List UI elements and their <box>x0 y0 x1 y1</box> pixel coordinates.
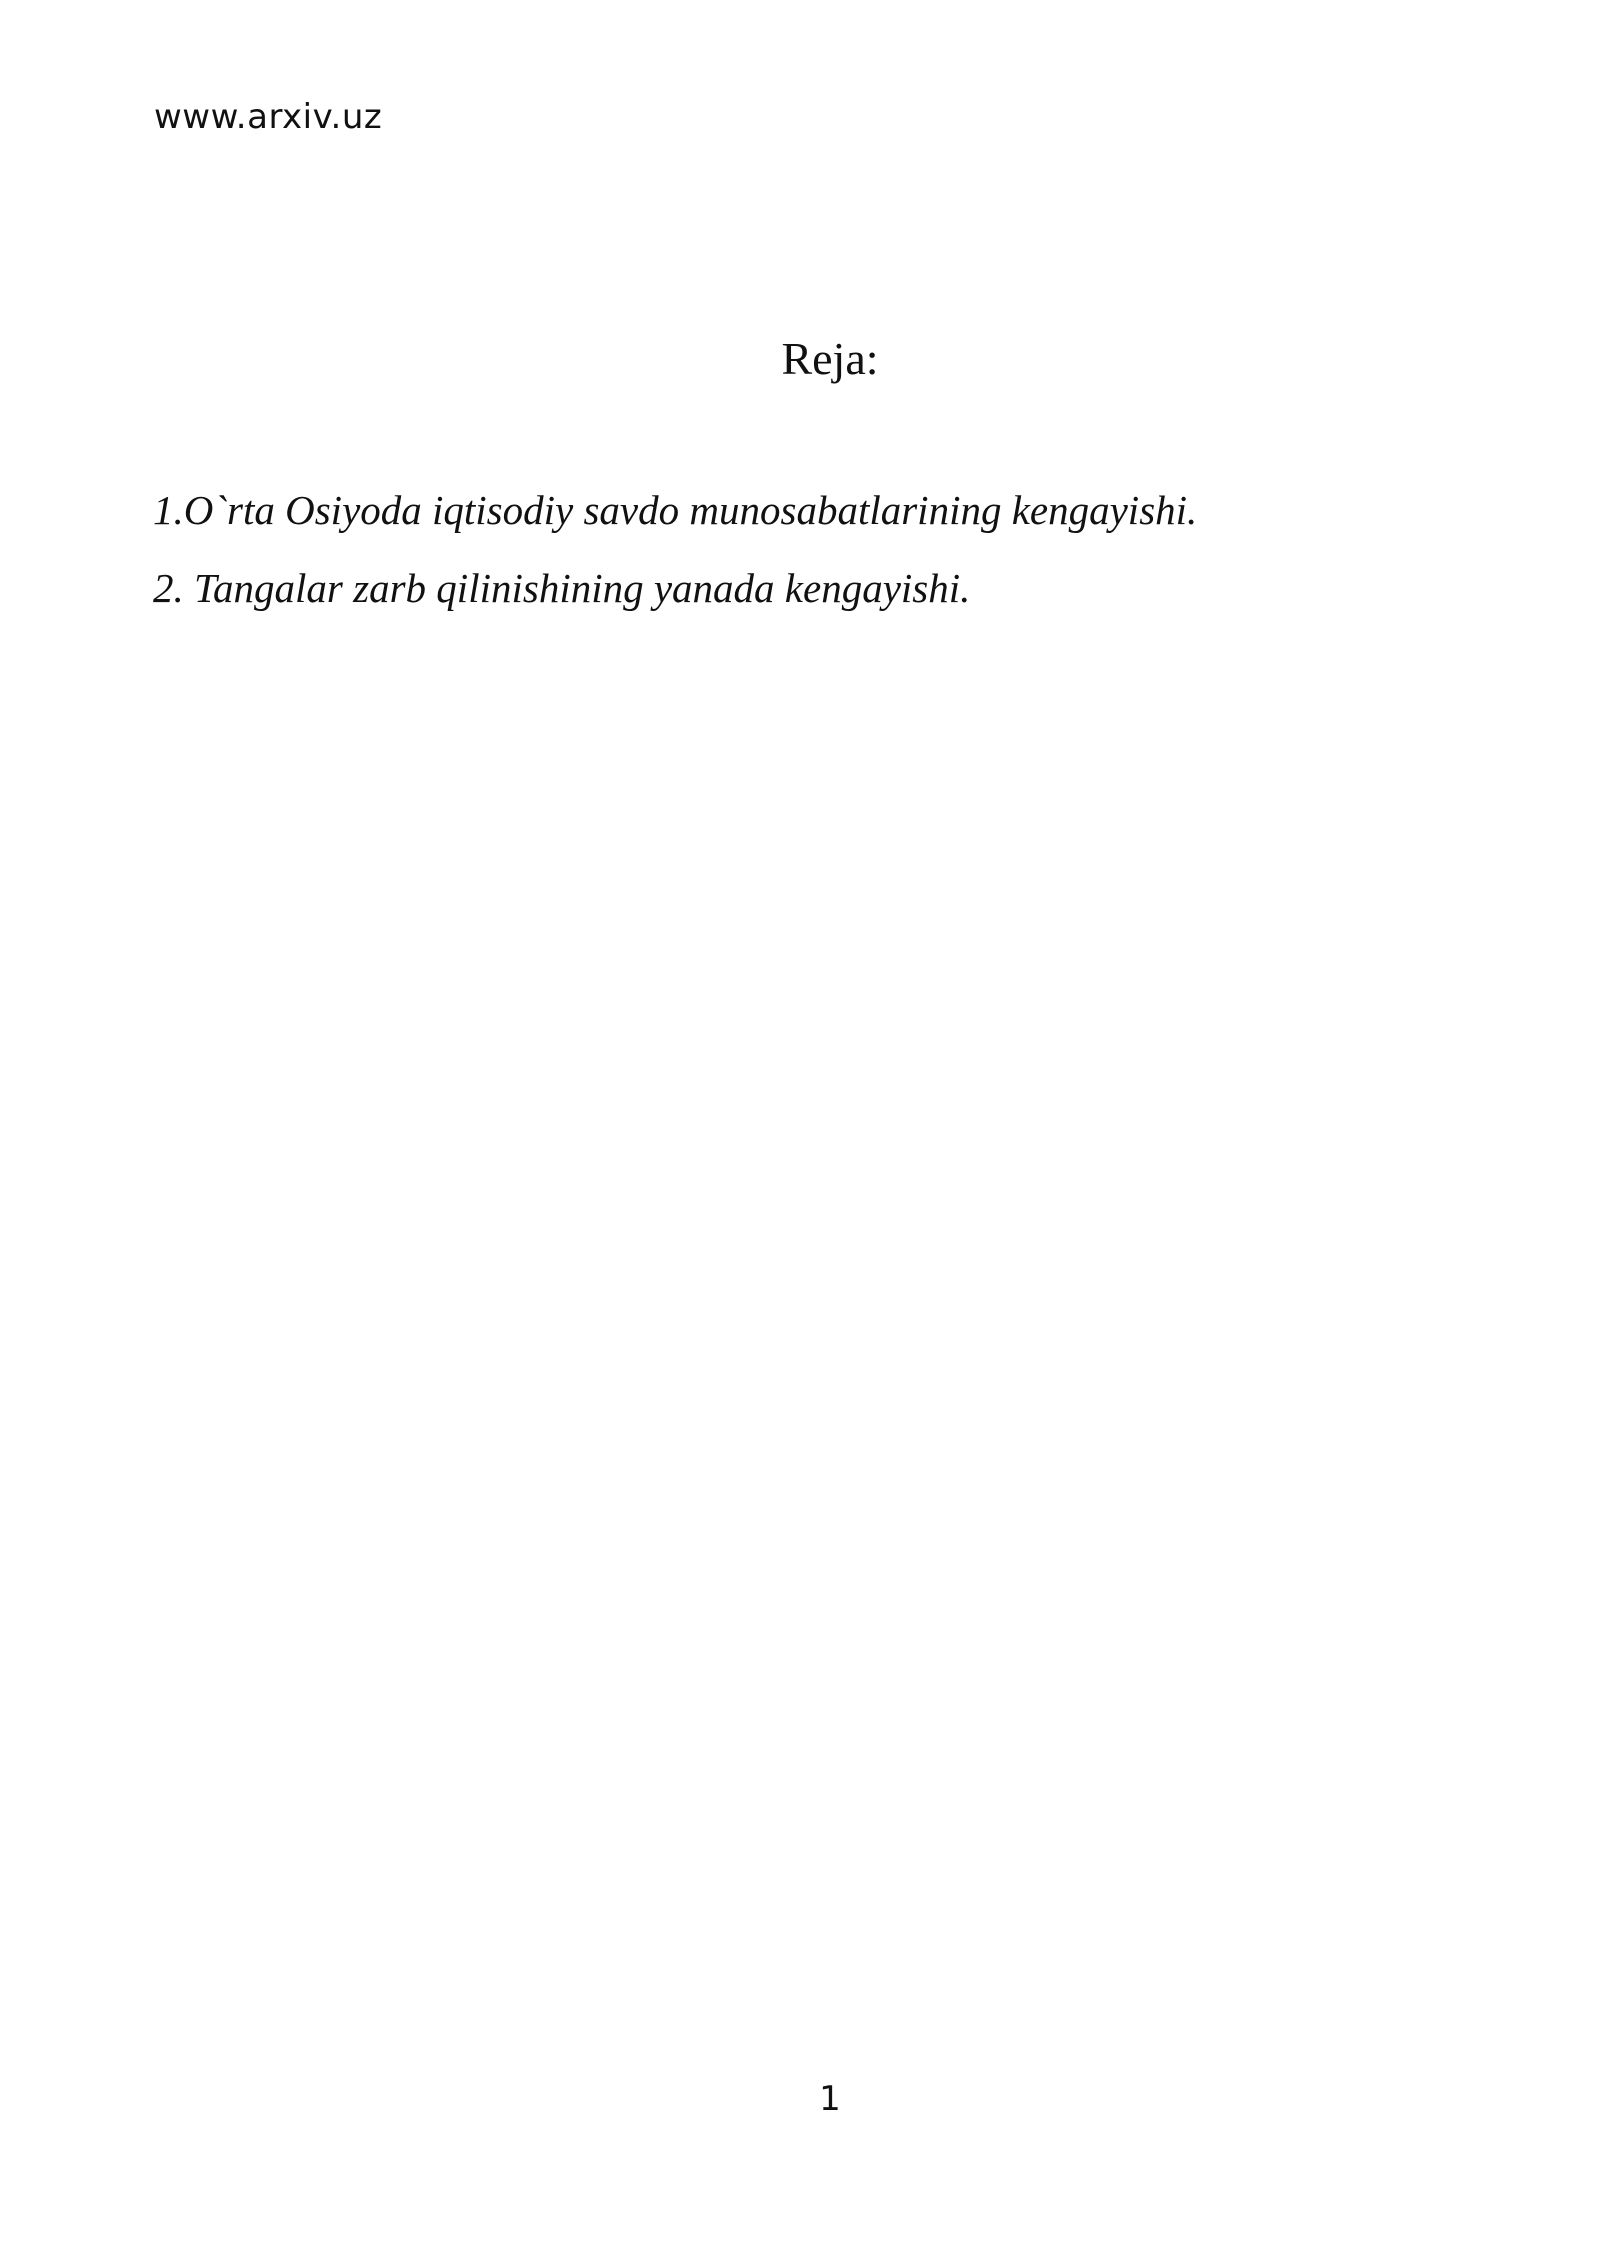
page-title: Reja: <box>781 333 879 384</box>
plan-item-1: 1.O`rta Osiyoda iqtisodiy savdo munosabatlarining kengayishi. <box>153 487 1198 533</box>
page-number: 1 <box>819 2079 841 2119</box>
header-website-url: www.arxiv.uz <box>154 97 383 137</box>
plan-item-2: 2. Tangalar zarb qilinishining yanada kengayishi. <box>153 565 971 611</box>
plan-list <box>153 487 1198 646</box>
